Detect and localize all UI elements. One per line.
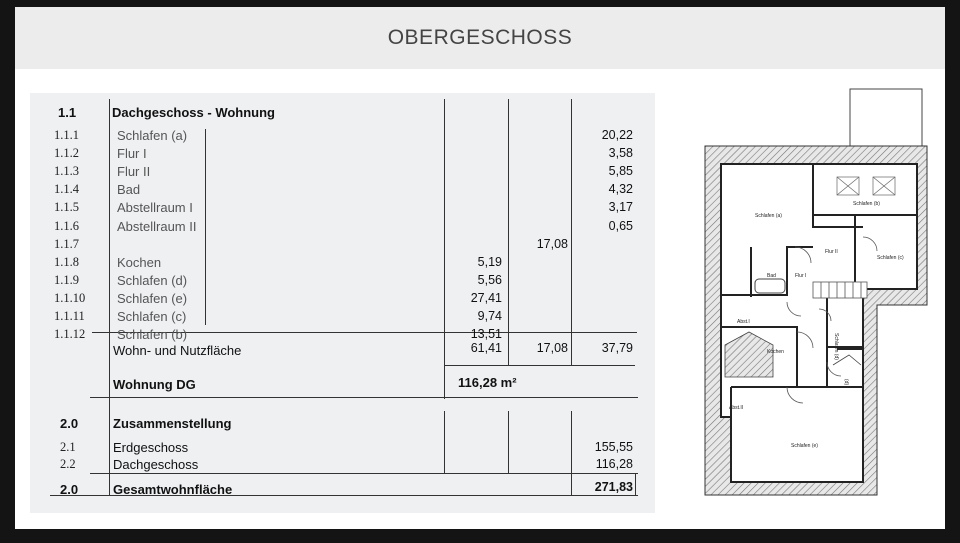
section-number: 2.0 [60,416,79,431]
row-label: Kochen [117,254,162,270]
row-label: Schlafen (c) [117,309,187,324]
room-label-d: Schlafen (d) [833,333,839,360]
room-label-bad: Bad [767,273,776,279]
row-number: 1.1.2 [54,146,79,161]
row-value-3: 3,58 [608,146,633,161]
row-label: Schlafen (a) [117,128,188,143]
row-value-3: 3,17 [608,200,633,215]
grand-total-number: 2.0 [60,482,79,497]
balcony [850,89,922,146]
section-number: 1.1 [58,105,77,120]
row-value-2: 17,08 [536,236,568,251]
grand-total-label: Gesamtwohnfläche [113,482,233,497]
row-value-3: 0,65 [608,218,633,233]
row-number: 1.1.3 [54,164,79,179]
row-value-1: 5,19 [477,254,502,269]
subtotal-value-1: 61,41 [470,341,502,355]
row-number: 2.2 [60,457,76,471]
row-number: 1.1.1 [54,128,79,142]
table-line [444,411,445,473]
subtotal-value-2: 17,08 [536,341,568,355]
table-line [109,99,110,495]
section-heading: Dachgeschoss - Wohnung [112,105,275,120]
room-label-kochen: Kochen [767,349,784,355]
row-label: Schlafen (b) [117,327,188,343]
area-table-scan [30,93,655,513]
row-number: 1.1.12 [54,327,86,342]
table-line [444,365,635,366]
row-number: 1.1.5 [54,200,79,215]
row-value: 155,55 [594,440,633,454]
row-value-1: 27,41 [470,290,502,305]
room-label-abst1: Abst.I [737,319,750,325]
row-number: 1.1.9 [54,272,79,287]
grand-total-value: 271,83 [594,480,633,494]
room-label-abst2: Abst.II [729,405,744,411]
slide [15,7,945,529]
table-line [508,411,509,473]
room-label-e: Schlafen (e) [791,443,818,449]
row-label: Flur II [117,164,151,180]
page-title: OBERGESCHOSS [387,26,573,49]
room-label-b: Schlafen (b) [853,201,880,207]
row-label: Abstellraum I [117,200,193,216]
title-bar [15,7,945,69]
row-number: 1.1.4 [54,182,79,197]
room-label-c: Schlafen (c) [877,255,904,261]
room-label-flur1: Flur I [795,273,807,279]
total-value: 116,28 m² [458,375,517,390]
row-label: Dachgeschoss [113,457,199,472]
total-label: Wohnung DG [113,377,196,392]
row-value-3: 20,22 [601,128,633,142]
row-value-1: 13,51 [470,327,502,342]
room-label-d2: (d) [843,379,849,386]
bathtub [755,279,785,293]
row-label: Abstellraum II [117,218,197,234]
row-value-1: 5,56 [477,272,502,287]
section-heading: Zusammenstellung [113,416,232,431]
row-label: Schlafen (e) [117,290,188,306]
table-line [571,411,572,495]
row-value-3: 5,85 [608,164,633,179]
row-number: 1.1.6 [54,218,79,233]
subtotal-label: Wohn- und Nutzfläche [113,343,242,358]
table-line [90,397,638,398]
row-label: Schlafen (d) [117,272,188,288]
table-line [90,473,638,474]
row-value: 116,28 [595,457,633,471]
interior [721,164,917,482]
row-number: 2.1 [60,440,76,454]
row-value-3: 4,32 [608,182,633,197]
row-number: 1.1.11 [54,309,85,323]
room-label-a: Schlafen (a) [755,213,782,219]
row-value-1: 9,74 [477,309,502,323]
row-label: Erdgeschoss [113,440,189,455]
row-number: 1.1.10 [54,290,86,305]
table-line [571,99,572,365]
row-label: Flur I [117,146,147,162]
table-line [635,473,636,495]
row-number: 1.1.7 [54,236,79,251]
row-number: 1.1.8 [54,254,79,269]
row-label: Bad [117,182,141,198]
table-line [508,99,509,365]
subtotal-value-3: 37,79 [601,341,633,355]
table-line [205,129,206,325]
room-label-flur2: Flur II [825,249,838,255]
floor-plan [687,87,945,507]
